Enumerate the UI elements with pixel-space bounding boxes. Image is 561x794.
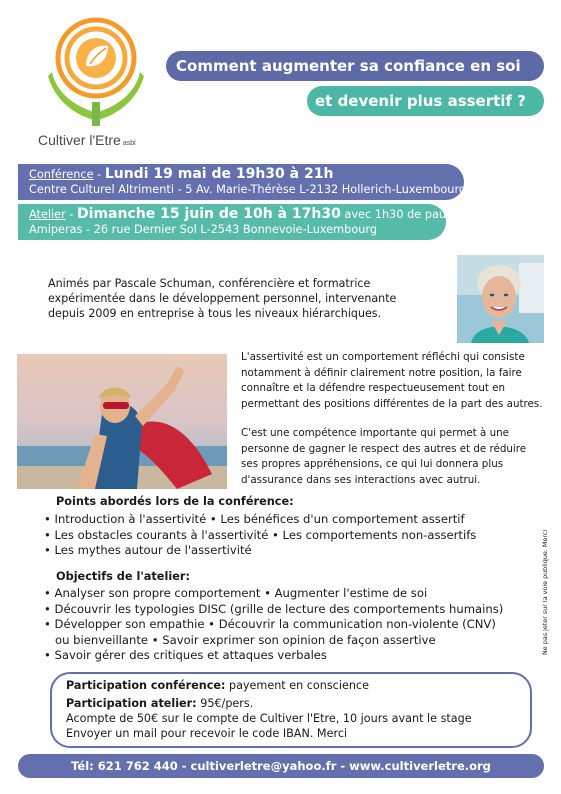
atelier-objectives-list [44,586,503,664]
participation-iban-note: Envoyer un mail pour recevoir le code IBAN. Merci [66,727,348,740]
logo-suffix: asbl [122,140,136,147]
atelier-bar [18,204,459,240]
list-item: • Savoir gérer des critiques et attaques verbales [44,648,327,662]
participation-conference-label: Participation conférence: [66,679,226,692]
list-item: • Introduction à l'assertivité • Les bénéfices d'un comportement assertif [44,512,465,526]
paragraph-line: d'assurance dans ses interactions avec autrui. [241,473,481,486]
atelier-objectives-title: Objectifs de l'atelier: [56,570,190,583]
paragraph-line: permettant des positions différentes de la part des autres. [241,397,543,410]
logo-text [38,132,168,148]
atelier-separator: - [65,208,78,221]
speaker-bio [48,276,438,321]
list-item: • Les mythes autour de l'assertivité [44,543,252,557]
participation-conference-value: payement en conscience [225,679,369,692]
atelier-kind: Atelier [29,208,66,221]
contact-footer: Tél: 621 762 440 - cultiverletre@yahoo.fr - www.cultiverletre.org [18,754,544,778]
conference-separator: - [93,168,105,181]
side-note: Ne pas jeter sur la voie publique. Merci [541,529,549,655]
assertivity-benefit [241,426,546,488]
paragraph-line: personne de gagner le respect des autres et de réduire [241,442,527,455]
list-item: • Les obstacles courants à l'assertivité • Les comportements non-assertifs [44,527,477,542]
logo [38,14,148,152]
participation-atelier-label: Participation atelier: [66,697,197,710]
atelier-location: Amiperas - 26 rue Dernier Sol L-2543 Bonnevoie-Luxembourg [29,223,378,236]
conference-kind: Conférence [29,168,94,181]
list-item: • Découvrir les typologies DISC (grille de lecture des comportements humains) [44,601,504,616]
paragraph-line: connaître et la défendre respectueusement tout en [241,382,506,394]
list-item: • Analyser son propre comportement • Augmenter l'estime de soi [44,586,428,600]
hero-photo [17,354,227,489]
participation-atelier-value: 95€/pers. [196,697,254,710]
atelier-extra: avec 1h30 de pause [340,208,459,221]
conference-bar [18,164,467,200]
conference-date: Lundi 19 mai de 19h30 à 21h [104,166,334,182]
conference-points-list [44,512,476,559]
list-item: ou bienveillante • Savoir exprimer son opinion de façon assertive [44,632,436,647]
list-item: • Développer son empathie • Découvrir la communication non-violente (CNV) [44,617,496,631]
title-line-2: et devenir plus assertif ? [307,86,544,116]
logo-emblem-icon [46,14,146,132]
logo-name: Cultiver l'Etre [38,132,121,148]
speaker-bio-line: depuis 2009 en entreprise à tous les niveaux hiérarchiques. [48,307,382,320]
title-line-1: Comment augmenter sa confiance en soi [166,51,544,81]
paragraph-line: notamment à définir clairement notre position, la faire [241,366,522,379]
speaker-photo [457,255,544,343]
conference-location: Centre Culturel Altrimenti - 5 Av. Marie-Thérèse L-2132 Hollerich-Luxembourg [29,183,467,196]
conference-points-title: Points abordés lors de la conférence: [56,495,294,508]
participation-atelier [66,696,472,741]
participation-conference [66,678,369,693]
speaker-bio-line: Animés par Pascale Schuman, conférencière et formatrice [48,277,371,290]
assertivity-definition [241,350,546,412]
participation-deposit: Acompte de 50€ sur le compte de Cultiver l'Etre, 10 jours avant le stage [66,712,472,725]
speaker-bio-line: expérimentée dans le développement personnel, intervenante [48,292,397,305]
paragraph-line: C'est une compétence importante qui permet à une [241,427,509,439]
atelier-date: Dimanche 15 juin de 10h à 17h30 [77,206,341,222]
paragraph-line: L'assertivité est un comportement réfléchi qui consiste [241,351,525,363]
paragraph-line: ses propres appréhensions, ce qui lui donnera plus [241,458,504,470]
